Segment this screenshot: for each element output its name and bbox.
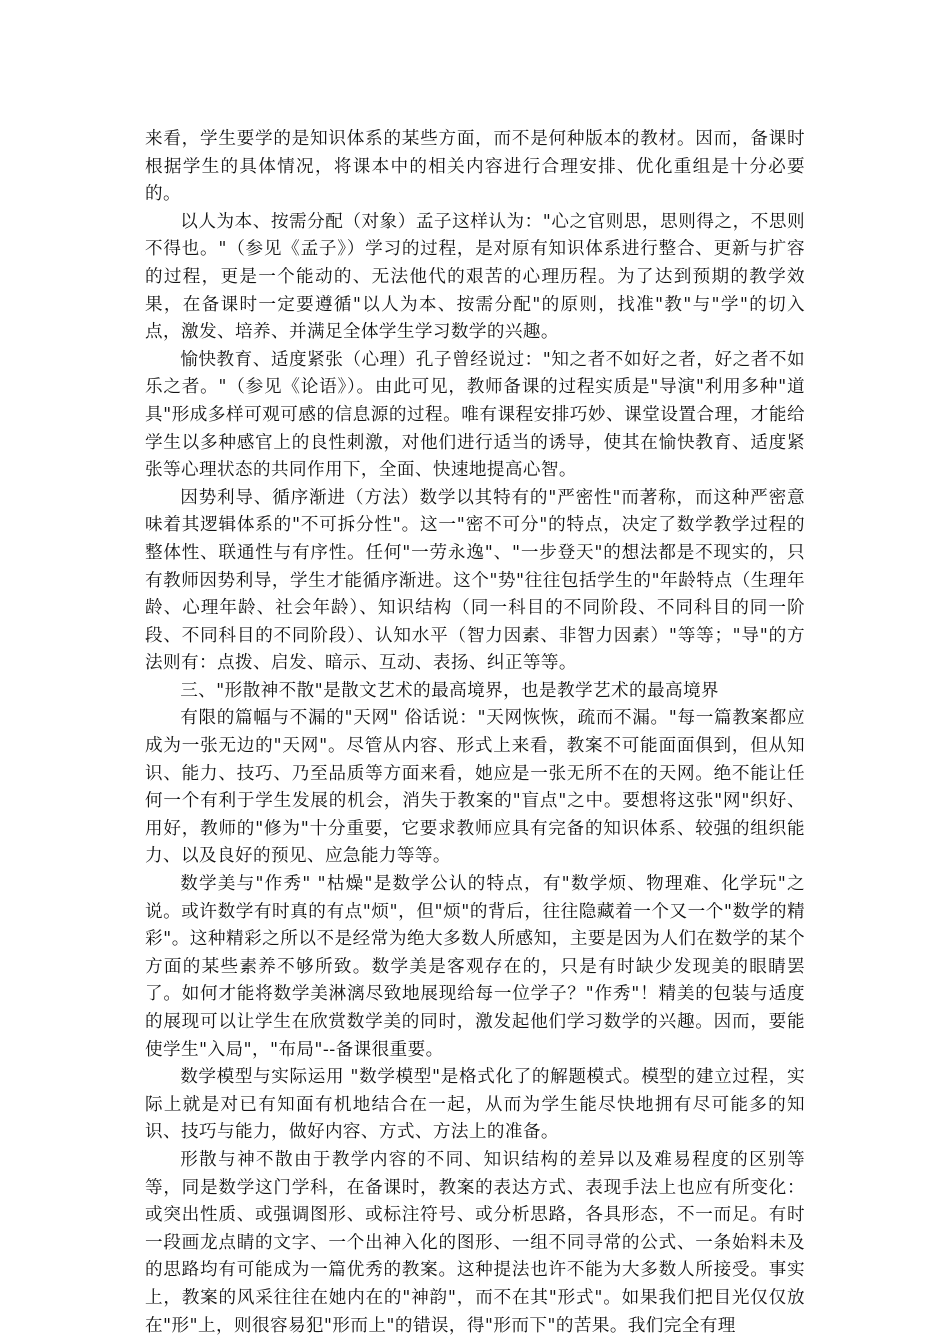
- paragraph-2: 以人为本、按需分配（对象）孟子这样认为："心之官则思，思则得之，不思则不得也。"（参见《孟子》）学习的过程，是对原有知识体系进行整合、更新与扩容的过程，更是一个能动的、无法他代的艰苦的心理历程。为了达到预期的教学效果，在备课时一定要遵循"以人为本、按需分配"的原则，找准"教"与"学"的切入点，激发、培养、并满足全体学生学习数学的兴趣。: [145, 211, 805, 343]
- paragraph-8: 形散与神不散由于教学内容的不同、知识结构的差异以及难易程度的区别等等，同是数学这门学科，在备课时，教案的表达方式、表现手法上也应有所变化：或突出性质、或强调图形、或标注符号、或分析思路，各具形态，不一而足。有时一段画龙点睛的文字、一个出神入化的图形、一组不同寻常的公式、一条始料未及的思路均有可能成为一篇优秀的教案。这种提法也许不能为大多数人所接受。事实上，教案的风采往往在她内在的"神韵"，而不在其"形式"。如果我们把目光仅仅放在"形"上，则很容易犯"形而上"的错误，得"形而下"的苦果。我们完全有理: [145, 1149, 805, 1336]
- paragraph-6: 数学美与"作秀" "枯燥"是数学公认的特点，有"数学烦、物理难、化学玩"之说。或许数学有时真的有点"烦"，但"烦"的背后，往往隐藏着一个又一个"数学的精彩"。这种精彩之所以不是经常为绝大多数人所感知，主要是因为人们在数学的某个方面的某些素养不够所致。数学美是客观存在的，只是有时缺少发现美的眼睛罢了。如何才能将数学美淋漓尽致地展现给每一位学子？"作秀"！精美的包装与适度的展现可以让学生在欣赏数学美的同时，激发起他们学习数学的兴趣。因而，要能使学生"入局"，"布局"--备课很重要。: [145, 874, 805, 1060]
- document-body: [145, 126, 805, 1340]
- section-heading-3: 三、"形散神不散"是散文艺术的最高境界，也是教学艺术的最高境界: [180, 680, 719, 701]
- paragraph-5: 有限的篇幅与不漏的"天网" 俗话说："天网恢恢，疏而不漏。"每一篇教案都应成为一张无边的"天网"。尽管从内容、形式上来看，教案不可能面面俱到，但从知识、能力、技巧、乃至品质等方面来看，她应是一张无所不在的天网。绝不能让任何一个有利于学生发展的机会，消失于教案的"盲点"之中。要想将这张"网"织好、用好，教师的"修为"十分重要，它要求教师应具有完备的知识体系、较强的组织能力、以及良好的预见、应急能力等等。: [145, 708, 805, 867]
- paragraph-7: 数学模型与实际运用 "数学模型"是格式化了的解题模式。模型的建立过程，实际上就是对已有知面有机地结合在一起，从而为学生能尽快地拥有尽可能多的知识、技巧与能力，做好内容、方式、方法上的准备。: [145, 1067, 805, 1143]
- paragraph-1: 来看，学生要学的是知识体系的某些方面，而不是何种版本的教材。因而，备课时根据学生的具体情况，将课本中的相关内容进行合理安排、优化重组是十分必要的。: [145, 129, 805, 205]
- paragraph-3: 愉快教育、适度紧张（心理）孔子曾经说过："知之者不如好之者，好之者不如乐之者。"（参见《论语》）。由此可见，教师备课的过程实质是"导演"利用多种"道具"形成多样可观可感的信息源的过程。唯有课程安排巧妙、课堂设置合理，才能给学生以多种感官上的良性刺激，对他们进行适当的诱导，使其在愉快教育、适度紧张等心理状态的共同作用下，全面、快速地提高心智。: [145, 349, 805, 481]
- paragraph-4: 因势利导、循序渐进（方法）数学以其特有的"严密性"而著称，而这种严密意味着其逻辑体系的"不可拆分性"。这一"密不可分"的特点，决定了数学教学过程的整体性、联通性与有序性。任何"一劳永逸"、"一步登天"的想法都是不现实的，只有教师因势利导，学生才能循序渐进。这个"势"往往包括学生的"年龄特点（生理年龄、心理年龄、社会年龄）、知识结构（同一科目的不同阶段、不同科目的同一阶段、不同科目的不同阶段）、认知水平（智力因素、非智力因素）"等等；"导"的方法则有：点拨、启发、暗示、互动、表扬、纠正等等。: [145, 487, 805, 674]
